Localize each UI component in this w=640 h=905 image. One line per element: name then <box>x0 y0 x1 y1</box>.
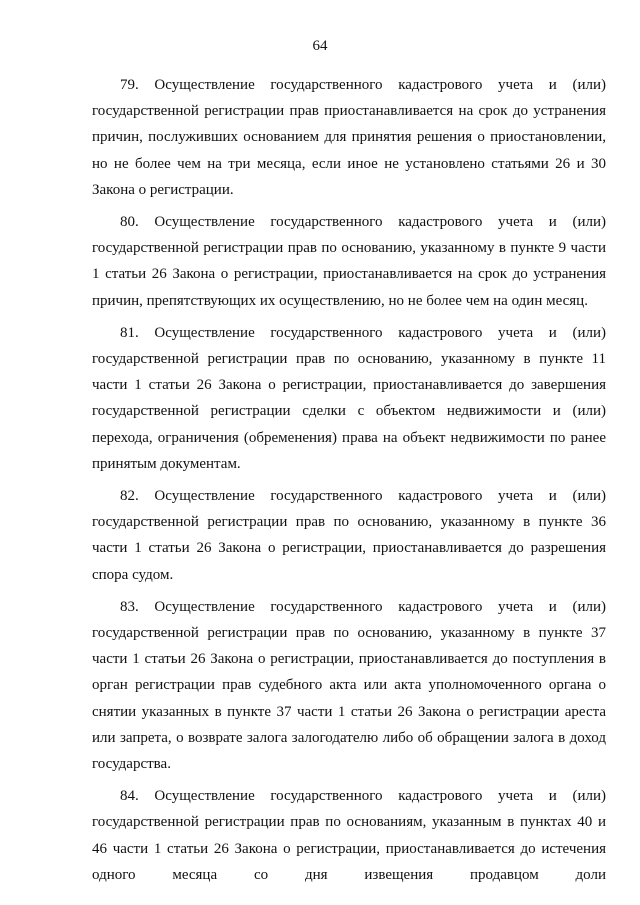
page-number: 64 <box>312 38 328 54</box>
paragraph-83 <box>92 594 606 777</box>
document-body <box>92 72 606 894</box>
paragraph-number: 83. <box>120 598 139 615</box>
paragraph-80 <box>92 209 606 314</box>
paragraph-number: 81. <box>120 324 139 341</box>
paragraph-number: 82. <box>120 488 139 505</box>
paragraph-text: Осуществление государственного кадастрового учета и (или) государственной регистрации прав по основанию, указанному в пункте 11 части 1 статьи 26 Закона о регистрации, приостанавливается до завершения государственной регистрации сделки с объектом недвижимости и (или) перехода, ограничения (обременения) права на объект недвижимости по ранее принятым документам. <box>92 324 606 472</box>
paragraph-number: 79. <box>120 77 139 93</box>
paragraph-number: 84. <box>120 788 139 805</box>
paragraph-79 <box>92 72 606 203</box>
paragraph-text: Осуществление государственного кадастрового учета и (или) государственной регистрации прав приостанавливается на срок до устранения причин, послуживших основанием для принятия решения о приостановлении, но не более чем на три месяца, если иное не установлено статьями 26 и 30 Закона о регистрации. <box>92 77 606 198</box>
paragraph-text: Осуществление государственного кадастрового учета и (или) государственной регистрации прав по основанию, указанному в пункте 9 части 1 статьи 26 Закона о регистрации, приостанавливается на срок до устранения причин, препятствующих их осуществлению, но не более чем на один месяц. <box>92 214 606 309</box>
paragraph-84 <box>92 783 606 888</box>
paragraph-81 <box>92 320 606 477</box>
paragraph-number: 80. <box>120 214 139 231</box>
paragraph-82 <box>92 483 606 588</box>
paragraph-text: Осуществление государственного кадастрового учета и (или) государственной регистрации прав по основанию, указанному в пункте 36 части 1 статьи 26 Закона о регистрации, приостанавливается до разрешения спора судом. <box>92 488 606 583</box>
paragraph-text: Осуществление государственного кадастрового учета и (или) государственной регистрации прав по основанию, указанному в пункте 37 части 1 статьи 26 Закона о регистрации, приостанавливается до поступления в орган регистрации прав судебного акта или акта уполномоченного органа о снятии указанных в пункте 37 части 1 статьи 26 Закона о регистрации ареста или запрета, о возврате залога залогодателю либо об обращении залога в доход государства. <box>92 598 606 773</box>
paragraph-text: Осуществление государственного кадастрового учета и (или) государственной регистрации прав по основаниям, указанным в пунктах 40 и 46 части 1 статьи 26 Закона о регистрации, приостанавливается до истечения одного месяца со дня извещения продавцом доли <box>92 788 606 883</box>
